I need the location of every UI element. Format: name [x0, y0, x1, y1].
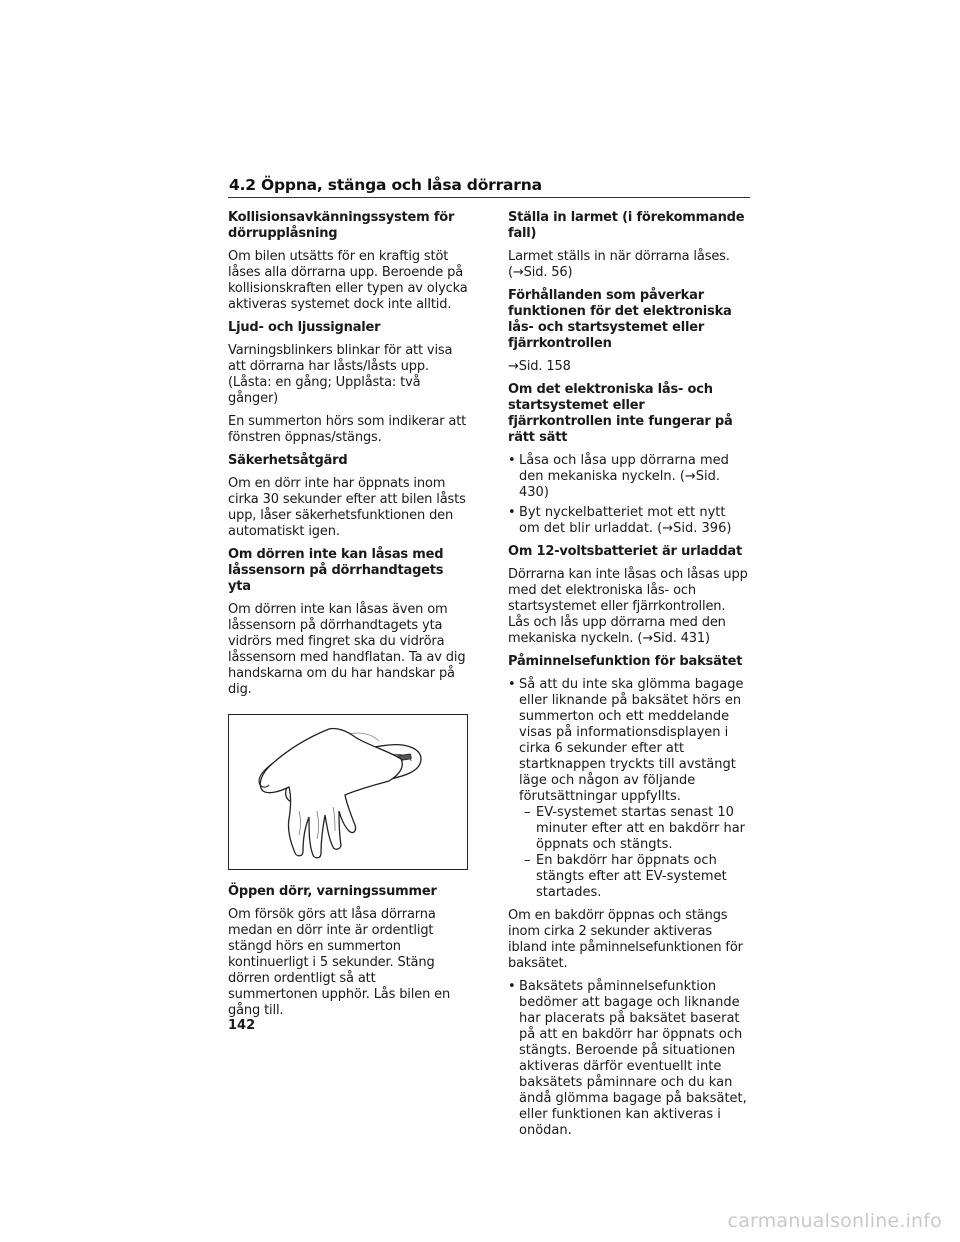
hand-on-door-handle-illustration: [228, 714, 468, 870]
rear-seat-text: Om en bakdörr öppnas och stängs inom cirka 2 sekunder aktiveras ibland inte påminnelsefunktionen för baksätet.: [508, 908, 743, 971]
collision-unlock-heading: Kollisionsavkänningssystem för dörrupplåsning: [228, 210, 455, 241]
list-item-text: Så att du inte ska glömma bagage eller liknande på baksätet hörs en summerton och ett meddelande visas på informationsdisplayen i cirka 6 sekunder efter att startknappen tryckts till avstängt läge och någon av följande förutsättningar uppfyllts.: [519, 677, 744, 804]
battery-text: Dörrarna kan inte låsas och låsas upp med det elektroniska lås- och startsystemet eller fjärrkontrollen. Lås och lås upp dörrarna med den mekaniska nyckeln. (→Sid. 431): [508, 567, 748, 646]
bullet-marker: •: [508, 505, 516, 520]
conditions-heading: Förhållanden som påverkar funktionen för det elektroniska lås- och startsystemet eller fjärrkontrollen: [508, 288, 732, 351]
bullet-marker: •: [508, 979, 516, 994]
malfunction-heading: Om det elektroniska lås- och startsystemet eller fjärrkontrollen inte fungerar på rätt sätt: [508, 382, 733, 445]
rear-seat-list-2: [508, 979, 748, 1139]
list-item-text: Baksätets påminnelsefunktion bedömer att bagage och liknande har placerats på baksätet baserat på att en bakdörr har öppnats och stängts. Beroende på situationen aktiveras därför eventuellt inte baksätets påminnare och du kan ändå glömma bagage på baksätet, eller funktionen kan aktiveras i onödan.: [519, 979, 747, 1138]
alarm-heading: Ställa in larmet (i förekommande fall): [508, 210, 745, 241]
dash-marker: –: [524, 805, 531, 820]
signals-text-2: En summerton hörs som indikerar att fönstren öppnas/stängs.: [228, 414, 467, 445]
safety-heading: Säkerhetsåtgärd: [228, 453, 348, 468]
page-number: 142: [228, 1018, 256, 1033]
safety-text: Om en dörr inte har öppnats inom cirka 30 sekunder efter att bilen låsts upp, låser säkerhetsfunktionen den automatiskt igen.: [228, 476, 466, 539]
left-column: [228, 210, 468, 1026]
list-item-text: Byt nyckelbatteriet mot ett nytt om det blir urladdat. (→Sid. 396): [519, 505, 732, 536]
lock-sensor-text: Om dörren inte kan låsas även om låssensorn på dörrhandtagets yta vidrörs med fingret ska du vidröra låssensorn med handflatan. Ta av dig handskarna om du har handskar på dig.: [228, 602, 466, 697]
rear-seat-list-1: [508, 677, 748, 901]
bullet-marker: •: [508, 453, 516, 468]
list-item: [508, 677, 748, 901]
conditions-text: →Sid. 158: [508, 359, 571, 374]
door-open-warning-heading: Öppen dörr, varningssummer: [228, 884, 437, 899]
sublist-item: [524, 805, 748, 853]
conditions-sublist: [519, 805, 748, 901]
alarm-text: Larmet ställs in när dörrarna låses. (→Sid. 56): [508, 249, 730, 280]
watermark: carmanualsonline.info: [727, 1210, 942, 1232]
sublist-item: [524, 853, 748, 901]
list-item: [508, 453, 748, 501]
rear-seat-reminder-heading: Påminnelsefunktion för baksätet: [508, 654, 743, 669]
collision-unlock-text: Om bilen utsätts för en kraftig stöt låses alla dörrarna upp. Beroende på kollisionskraften eller typen av olycka aktiveras systemet dock inte alltid.: [228, 249, 468, 312]
header-rule: [228, 197, 750, 198]
right-column: [508, 210, 748, 1146]
lock-sensor-heading: Om dörren inte kan låsas med låssensorn på dörrhandtagets yta: [228, 547, 444, 594]
sublist-item-text: EV-systemet startas senast 10 minuter efter att en bakdörr har öppnats och stängts.: [536, 805, 746, 852]
door-open-warning-text: Om försök görs att låsa dörrarna medan en dörr inte är ordentligt stängd hörs en summerton kontinuerligt i 5 sekunder. Stäng dörren ordentligt så att summertonen upphör. Lås bilen en gång till.: [228, 907, 451, 1018]
list-item: [508, 505, 748, 537]
section-header: [228, 176, 750, 198]
hand-illustration-svg: [229, 715, 467, 869]
signals-heading: Ljud- och ljussignaler: [228, 320, 381, 335]
list-item: [508, 979, 748, 1139]
dash-marker: –: [524, 853, 531, 868]
sublist-item-text: En bakdörr har öppnats och stängts efter att EV-systemet startades.: [536, 853, 727, 900]
signals-text-1: Varningsblinkers blinkar för att visa att dörrarna har låsts/låsts upp. (Låsta: en gång; Upplåsta: två gånger): [228, 343, 453, 406]
battery-heading: Om 12-voltsbatteriet är urladdat: [508, 544, 742, 559]
list-item-text: Låsa och låsa upp dörrarna med den mekaniska nyckeln. (→Sid. 430): [519, 453, 729, 500]
malfunction-list: [508, 453, 748, 537]
bullet-marker: •: [508, 677, 516, 692]
section-title: 4.2 Öppna, stänga och låsa dörrarna: [229, 176, 542, 194]
